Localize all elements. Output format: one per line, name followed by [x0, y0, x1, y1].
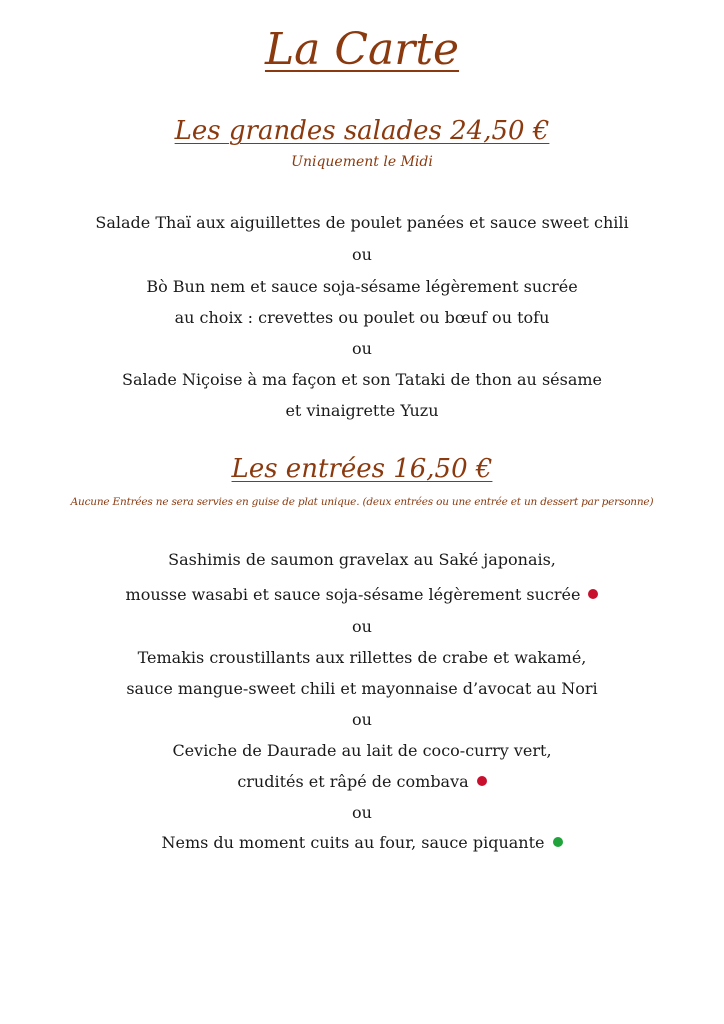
salad-line: Salade Niçoise à ma façon et son Tataki de thon au sésame — [121, 370, 603, 389]
starter-line: Sashimis de saumon gravelax au Saké japonais, — [168, 550, 556, 569]
salad-line: et vinaigrette Yuzu — [285, 401, 439, 420]
starter-separator: ou — [352, 617, 372, 636]
starter-line-with-marker — [0, 831, 724, 855]
salad-separator: ou — [352, 339, 372, 358]
starter-line: sauce mangue-sweet chili et mayonnaise d’avocat au Nori — [126, 679, 598, 698]
red-dot-icon — [477, 776, 487, 786]
starters-note: Aucune Entrées ne sera servies en guise de plat unique. (deux entrées ou une entrée et un dessert par personne) — [70, 496, 654, 508]
starter-line: Ceviche de Daurade au lait de coco-curry vert, — [172, 741, 552, 760]
salad-separator: ou — [352, 245, 372, 264]
salad-line: Salade Thaï aux aiguillettes de poulet panées et sauce sweet chili — [95, 213, 629, 232]
starter-line: crudités et râpé de combava — [237, 772, 469, 791]
red-dot-icon — [588, 589, 598, 599]
salad-line: au choix : crevettes ou poulet ou bœuf ou tofu — [174, 308, 550, 327]
salads-subtitle: Uniquement le Midi — [291, 154, 433, 170]
salads-heading: Les grandes salades 24,50 € — [174, 116, 550, 146]
starter-line-with-marker — [0, 770, 724, 794]
starter-line: mousse wasabi et sauce soja-sésame légèrement sucrée — [125, 585, 581, 604]
salad-line: Bò Bun nem et sauce soja-sésame légèrement sucrée — [146, 277, 578, 296]
starters-heading: Les entrées 16,50 € — [231, 454, 493, 484]
starter-separator: ou — [352, 710, 372, 729]
starter-line-with-marker — [0, 583, 724, 607]
page-title: La Carte — [264, 24, 460, 75]
starter-line: Nems du moment cuits au four, sauce piquante — [161, 833, 545, 852]
starter-separator: ou — [352, 803, 372, 822]
starter-line: Temakis croustillants aux rillettes de crabe et wakamé, — [137, 648, 587, 667]
green-dot-icon — [553, 837, 563, 847]
